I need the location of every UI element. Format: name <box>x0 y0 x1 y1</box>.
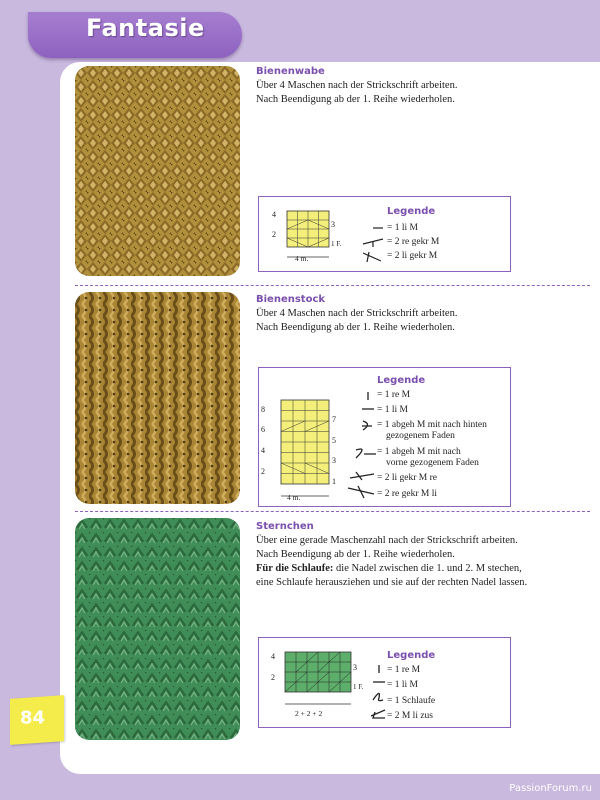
legend-item: = 1 re M <box>377 390 411 400</box>
text-line: Nach Beendigung ab der 1. Reihe wiederholen. <box>256 549 455 560</box>
legend-item: = 2 re gekr M <box>387 237 440 247</box>
legend-item: = 1 abgeh M mit nach <box>377 447 461 457</box>
legend-item: gezogenem Faden <box>386 431 455 441</box>
section-title-bienenwabe: Bienenwabe <box>256 66 325 77</box>
chart-row-label: 3 <box>331 220 335 229</box>
legend-item: = 2 M li zus <box>387 711 433 721</box>
purl-together-icon <box>371 710 385 718</box>
left-cross-icon <box>350 472 374 480</box>
text-span: die Nadel zwischen die 1. und 2. M stechen, <box>333 563 522 574</box>
chart-row-label: 5 <box>332 436 336 445</box>
text-line: Über 4 Maschen nach der Strickschrift arbeiten. <box>256 80 458 91</box>
chart-width-label: 2 + 2 + 2 <box>295 709 323 718</box>
chart-row-label: 2 <box>272 230 276 239</box>
loop-icon <box>373 693 383 700</box>
right-cross-icon <box>348 486 374 498</box>
chart-width-label: 4 m. <box>295 254 309 263</box>
section-title-bienenstock: Bienenstock <box>256 294 326 305</box>
text-line: Über 4 Maschen nach der Strickschrift arbeiten. <box>256 308 458 319</box>
swatch-image-bienenwabe <box>75 66 240 276</box>
page-title: Fantasie <box>86 14 205 42</box>
legend-item: = 2 li gekr M <box>387 251 438 261</box>
section-text-sternchen <box>256 534 586 590</box>
legend-box-bienenstock <box>258 367 511 507</box>
knitting-chart-sternchen <box>269 648 359 714</box>
legend-item: vorne gezogenem Faden <box>386 458 479 468</box>
chart-row-label: 1 F. <box>353 683 364 691</box>
legend-item: = 1 li M <box>377 405 408 415</box>
chart-row-label: 6 <box>261 425 265 434</box>
watermark: PassionForum.ru <box>509 783 592 794</box>
chart-row-label: 7 <box>332 415 336 424</box>
section-divider <box>75 511 590 512</box>
legend-item: = 1 li M <box>387 680 418 690</box>
page-number-badge <box>10 695 64 745</box>
swatch-image-sternchen <box>75 518 240 740</box>
text-line: Nach Beendigung ab der 1. Reihe wiederholen. <box>256 322 455 333</box>
text-line <box>256 562 586 576</box>
legend-symbols <box>363 662 389 726</box>
legend-title: Legende <box>387 206 436 217</box>
chart-row-label: 4 <box>272 210 276 219</box>
chart-row-label: 2 <box>271 673 275 682</box>
chart-row-label: 3 <box>332 456 336 465</box>
legend-item: = 2 li gekr M re <box>377 473 437 483</box>
text-line: eine Schlaufe herausziehen und sie auf der rechten Nadel lassen. <box>256 577 528 588</box>
knitting-chart-bienenwabe <box>269 209 349 265</box>
section-title-sternchen: Sternchen <box>256 521 314 532</box>
left-cross-icon <box>363 252 381 262</box>
legend-item: = 1 li M <box>387 223 418 233</box>
section-text-bienenwabe <box>256 79 586 107</box>
chart-row-label: 8 <box>261 405 265 414</box>
legend-symbols <box>344 388 380 506</box>
legend-item: = 1 Schlaufe <box>387 696 436 706</box>
chart-row-label: 1 F. <box>331 240 342 248</box>
knitting-chart-bienenstock <box>267 396 347 504</box>
legend-box-sternchen <box>258 637 511 728</box>
chart-row-label: 3 <box>353 663 357 672</box>
legend-title: Legende <box>377 375 426 386</box>
right-cross-icon <box>363 239 383 247</box>
bold-lead: Für die Schlaufe: <box>256 563 334 574</box>
legend-item: = 1 re M <box>387 665 421 675</box>
chart-row-label: 4 <box>261 446 265 455</box>
slip-back-icon <box>362 421 372 430</box>
page-number: 84 <box>20 707 46 729</box>
legend-box-bienenwabe <box>258 196 511 272</box>
section-text-bienenstock <box>256 307 586 335</box>
chart-row-label: 1 <box>332 477 336 486</box>
text-line: Über eine gerade Maschenzahl nach der Strickschrift arbeiten. <box>256 535 518 546</box>
chart-row-label: 4 <box>271 652 275 661</box>
legend-title: Legende <box>387 650 436 661</box>
slip-front-icon <box>356 449 376 458</box>
swatch-image-bienenstock <box>75 292 240 504</box>
legend-symbols <box>359 222 389 268</box>
text-line: Nach Beendigung ab der 1. Reihe wiederholen. <box>256 94 455 105</box>
legend-item: = 1 abgeh M mit nach hinten <box>377 420 487 430</box>
legend-item: = 2 re gekr M li <box>377 489 437 499</box>
chart-row-label: 2 <box>261 467 265 476</box>
section-divider <box>75 285 590 286</box>
chart-width-label: 4 m. <box>287 493 301 502</box>
